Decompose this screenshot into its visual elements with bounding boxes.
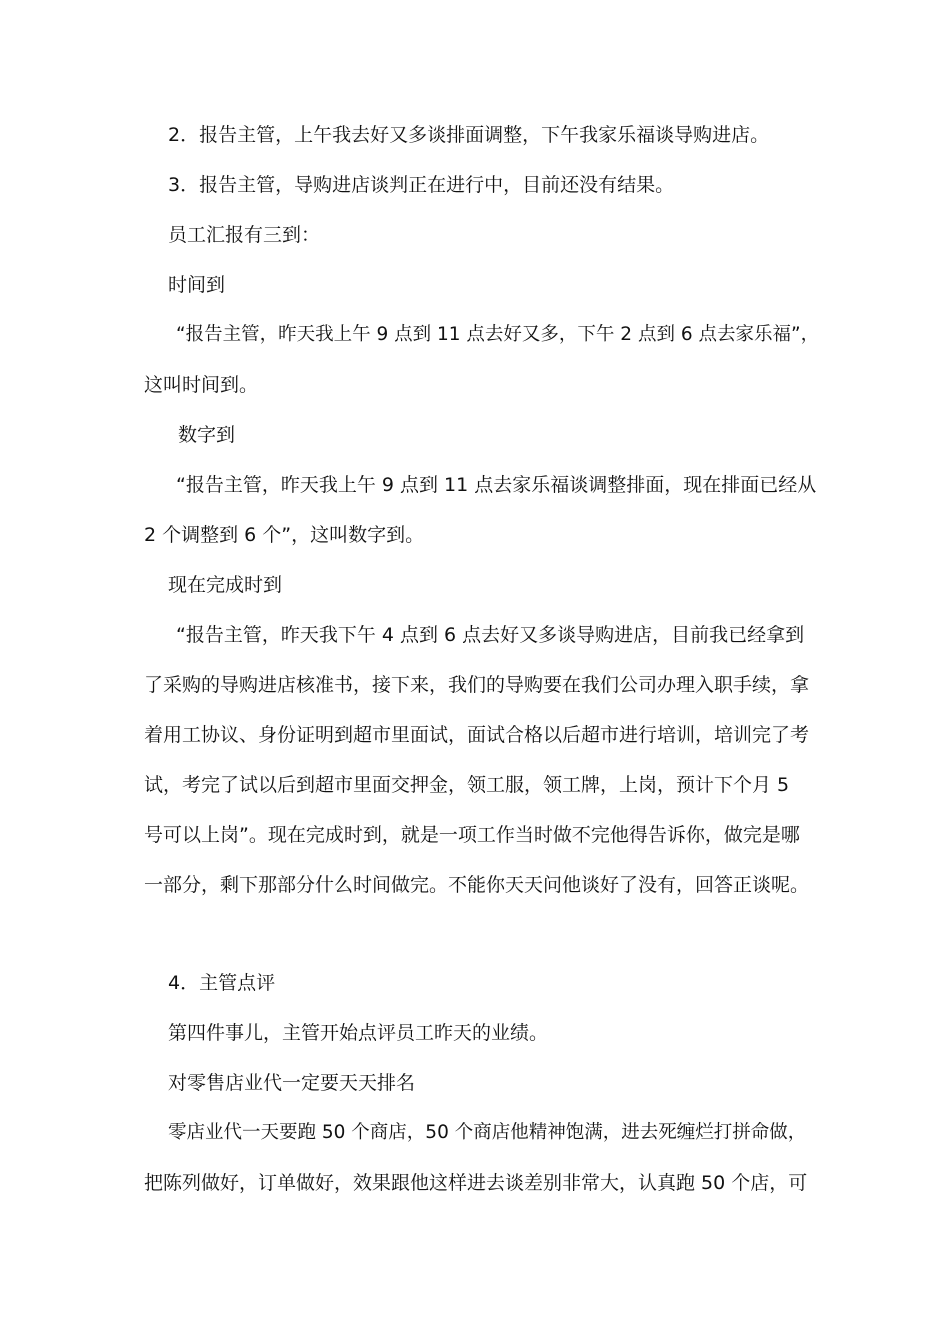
text-line-9: 2 个调整到 6 个”，这叫数字到。 [144, 524, 425, 546]
text-line-10: 现在完成时到 [168, 574, 283, 596]
text-line-8: “报告主管，昨天我上午 9 点到 11 点去家乐福谈调整排面，现在排面已经从 [176, 474, 817, 496]
text-line-6: 这叫时间到。 [144, 374, 259, 396]
text-line-20: 零店业代一天要跑 50 个商店，50 个商店他精神饱满，进去死缠烂打拼命做， [168, 1122, 807, 1143]
text-line-2: 3．报告主管，导购进店谈判正在进行中，目前还没有结果。 [168, 174, 675, 196]
text-line-5: “报告主管，昨天我上午 9 点到 11 点去好又多，下午 2 点到 6 点去家乐福”， [176, 324, 820, 345]
text-line-1: 2．报告主管，上午我去好又多谈排面调整，下午我家乐福谈导购进店。 [168, 124, 770, 146]
text-line-18: 第四件事儿，主管开始点评员工昨天的业绩。 [168, 1022, 549, 1044]
text-line-12: 了采购的导购进店核准书，接下来，我们的导购要在我们公司办理入职手续，拿 [144, 674, 810, 696]
text-line-21: 把陈列做好，订单做好，效果跟他这样进去谈差别非常大，认真跑 50 个店，可 [144, 1172, 808, 1194]
text-line-16: 一部分，剩下那部分什么时间做完。不能你天天问他谈好了没有，回答正谈呢。 [144, 874, 810, 896]
text-line-3: 员工汇报有三到： [168, 224, 321, 246]
text-line-4: 时间到 [168, 274, 226, 296]
text-line-17: 4．主管点评 [168, 972, 276, 994]
text-line-19: 对零售店业代一定要天天排名 [168, 1072, 416, 1094]
text-line-15: 号可以上岗”。现在完成时到，就是一项工作当时做不完他得告诉你，做完是哪 [144, 824, 800, 846]
text-line-13: 着用工协议、身份证明到超市里面试，面试合格以后超市进行培训，培训完了考 [144, 724, 810, 746]
text-line-7: 数字到 [178, 424, 236, 446]
text-line-11: “报告主管，昨天我下午 4 点到 6 点去好又多谈导购进店，目前我已经拿到 [176, 624, 805, 646]
text-line-14: 试，考完了试以后到超市里面交押金，领工服，领工牌，上岗，预计下个月 5 [144, 774, 790, 796]
